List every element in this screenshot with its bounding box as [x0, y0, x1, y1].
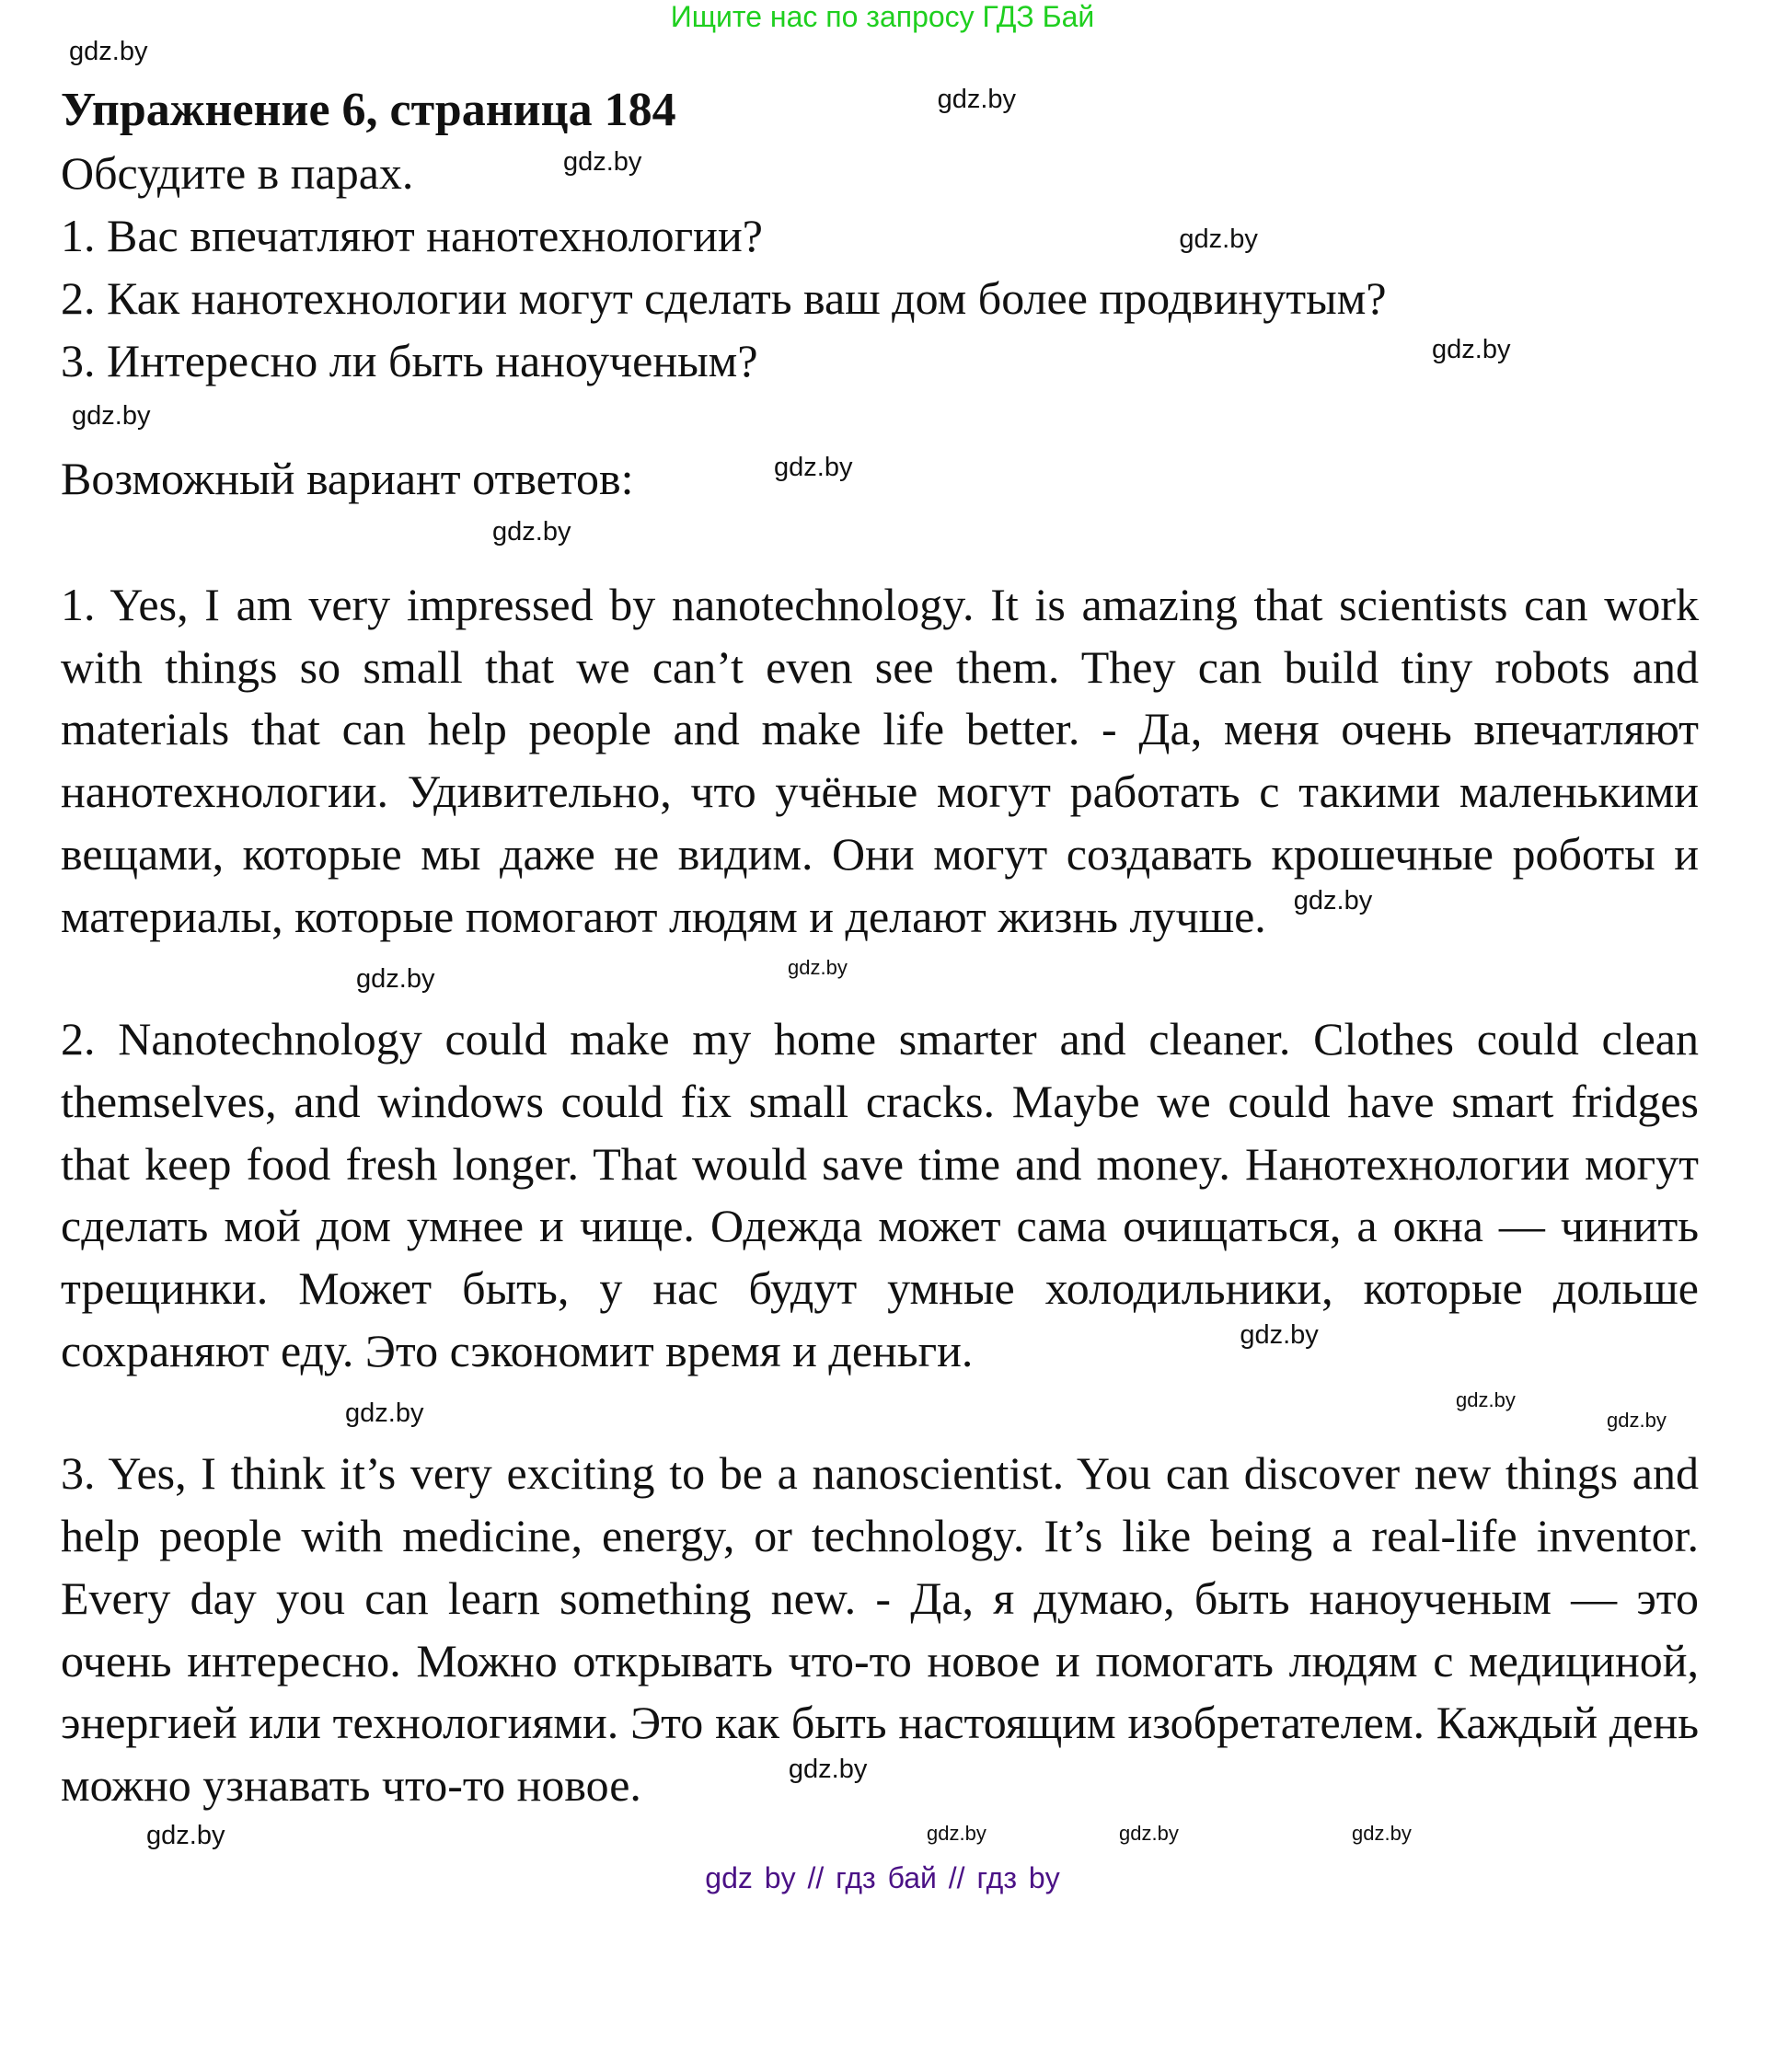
answers-heading: Возможный вариант ответов: — [61, 453, 634, 504]
question-3: 3. Интересно ли быть наноученым? — [61, 335, 758, 386]
answers-heading-row — [61, 447, 1699, 510]
watermark: gdz.by — [1432, 335, 1511, 364]
watermark: gdz.by — [1179, 224, 1258, 254]
instruction: Обсудите в парах. — [61, 147, 414, 199]
watermark-row — [61, 392, 1699, 447]
watermark: gdz.by — [1352, 1821, 1412, 1845]
watermark: gdz.by — [72, 401, 151, 431]
watermark: gdz.by — [345, 1399, 424, 1429]
answer-1-block — [61, 574, 1699, 948]
watermark-row — [61, 1817, 1699, 1854]
answer-3-block — [61, 1443, 1699, 1816]
footer-links[interactable]: gdz by // гдз бай // гдз by — [705, 1860, 1060, 1894]
watermark: gdz.by — [1607, 1409, 1667, 1433]
watermark: gdz.by — [146, 1820, 225, 1850]
watermark: gdz.by — [69, 37, 148, 66]
search-banner: Ищите нас по запросу ГДЗ Бай — [670, 0, 1095, 33]
watermark: gdz.by — [788, 1754, 868, 1784]
watermark: gdz.by — [774, 453, 853, 482]
watermark: gdz.by — [788, 956, 848, 980]
watermark: gdz.by — [1240, 1319, 1319, 1350]
watermark-row — [61, 948, 1699, 1008]
watermark: gdz.by — [356, 964, 435, 995]
watermark: gdz.by — [1119, 1821, 1179, 1845]
question-3-row — [61, 329, 1699, 392]
answer-3: 3. Yes, I think it’s very exciting to be a nanoscientist. You can discover new things and help people with medicine, energy, or technology. It’s like being a real-life inventor. Every day you can learn something new. - Да, я думаю, быть наноученым — это очень интересно. Можно открывать что-то новое и помогать людям с медициной, энергией или технологиями. Это как быть настоящим изобретателем. Каждый день можно узнавать что-то новое. — [61, 1447, 1699, 1811]
page-title: Упражнение 6, страница 184 — [61, 84, 676, 136]
watermark: gdz.by — [492, 517, 571, 547]
watermark: gdz.by — [562, 147, 642, 177]
question-1: 1. Вас впечатляют нанотехнологии? — [61, 210, 763, 261]
watermark-row — [61, 33, 1699, 79]
watermark: gdz.by — [1293, 885, 1373, 915]
watermark: gdz.by — [1456, 1388, 1516, 1412]
watermark: gdz.by — [937, 85, 1017, 114]
instruction-row — [61, 142, 1699, 204]
watermark: gdz.by — [927, 1821, 986, 1845]
watermark-row — [61, 510, 1699, 574]
question-1-row — [61, 204, 1699, 267]
watermark-row — [61, 1382, 1699, 1443]
answer-2: 2. Nanotechnology could make my home smarter and cleaner. Clothes could clean themselves, and windows could fix small cracks. Maybe we could have smart fridges that keep food fresh longer. That would save time and money. Нанотехнологии могут сделать мой дом умнее и чище. Одежда может сама очищаться, а окна — чинить трещинки. Может быть, у нас будут умные холодильники, которые дольше сохраняют еду. Это сэкономит время и деньги. — [61, 1013, 1699, 1376]
page-content — [0, 33, 1765, 1854]
answer-2-block — [61, 1008, 1699, 1382]
answer-1: 1. Yes, I am very impressed by nanotechnology. It is amazing that scientists can work with things so small that we can’t even see them. They can build tiny robots and materials that can help people and make life better. - Да, меня очень впечатляют нанотехнологии. Удивительно, что учёные могут работать с такими маленькими вещами, которые мы даже не видим. Они могут создавать крошечные роботы и материалы, которые помогают людям и делают жизнь лучше. — [61, 579, 1699, 942]
title-row — [61, 79, 1699, 142]
question-2: 2. Как нанотехнологии могут сделать ваш дом более продвинутым? — [61, 272, 1387, 324]
